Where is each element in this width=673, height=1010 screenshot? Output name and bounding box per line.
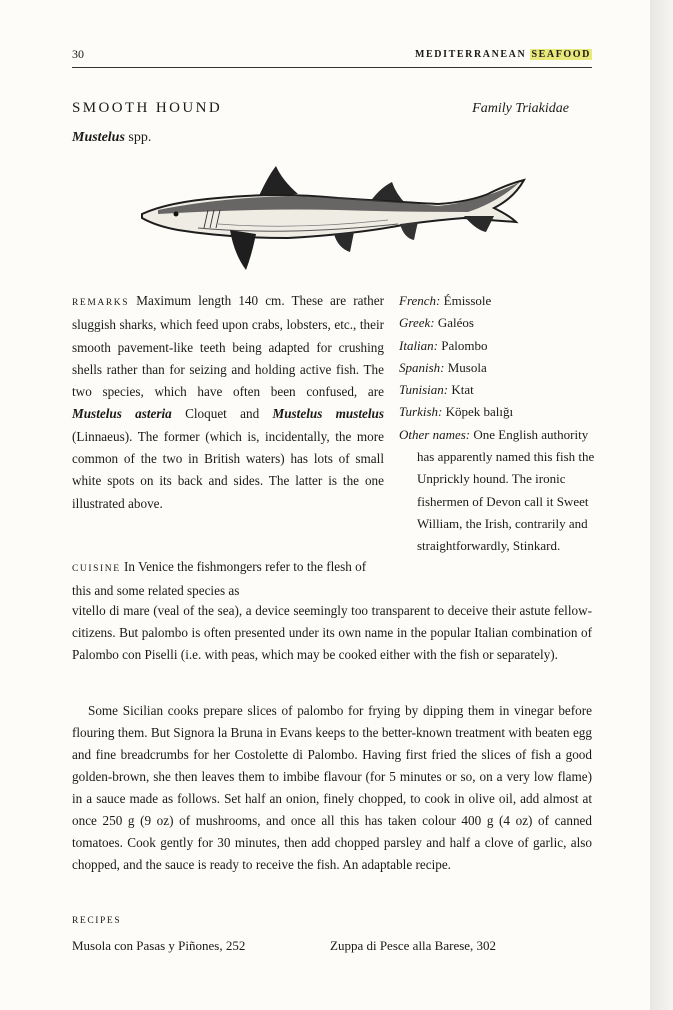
- species-suffix: spp.: [124, 130, 152, 145]
- remarks-text-3: (Linnaeus). The former (which is, incidentally, the more common of the two in British waters) has lots of small white spots on its back and sides. The latter is the one illustrated above.: [72, 428, 384, 511]
- vernacular-name: Musola: [447, 359, 487, 375]
- entry-title: SMOOTH HOUND: [72, 100, 223, 116]
- genus: Mustelus: [72, 130, 125, 145]
- name-row: [399, 401, 599, 423]
- cuisine-lead: [72, 556, 384, 602]
- page-edge: [650, 0, 673, 1010]
- remarks-text-2: Cloquet and: [171, 406, 273, 422]
- species-name-2: Mustelus mustelus: [272, 406, 384, 422]
- name-row: [399, 357, 599, 379]
- running-header: [72, 47, 592, 69]
- species-name-1: Mustelus asteria: [72, 406, 172, 422]
- language-label: Spanish:: [399, 359, 445, 375]
- name-row: [399, 379, 599, 401]
- remarks-text-1: Maximum length 140 cm. These are rather sluggish sharks, which feed upon crabs, lobsters, etc., their smooth pavement-like teeth being adapted for crushing shells rather than for seizing and holding active fish. The two species, which have often been confused, are: [72, 293, 384, 400]
- language-label: Tunisian:: [399, 382, 449, 398]
- remarks-paragraph: [72, 290, 384, 515]
- language-label: French:: [399, 293, 441, 308]
- cuisine-label: CUISINE: [72, 564, 121, 574]
- recipe-reference: Zuppa di Pesce alla Barese, 302: [330, 938, 497, 953]
- vernacular-name: Ktat: [451, 382, 474, 398]
- cuisine-paragraph-2: Some Sicilian cooks prepare slices of palombo for frying by dipping them in vinegar before flouring them. But Signora la Bruna in Evans keeps to the better-known treatment with beaten egg and fine breadcrumbs for her Costolette di Palombo. Having first fried the slices of fish a good golden-brown, she then leaves them to imbibe flavour (for 5 minutes or so, on a very low flame) in a sauce made as follows. Set half an onion, finely chopped, to cook in olive oil, add almost at once 250 g (9 oz) of mushrooms, and once all this has taken colour 400 g (4 oz) of canned tomatoes. Cook gently for 30 minutes, then add chopped parsley and half a clove of garlic, also chopped, and the sauce is ready to receive the fish. An adaptable recipe.: [72, 703, 592, 872]
- running-title-part1: MEDITERRANEAN: [414, 49, 527, 60]
- language-label: Italian:: [399, 337, 438, 353]
- other-names-label: Other names:: [399, 426, 471, 442]
- cuisine-lead-text: In Venice the fishmongers refer to the flesh of this and some related species as: [72, 559, 367, 598]
- other-names: [399, 424, 599, 558]
- language-label: Turkish:: [399, 404, 443, 420]
- vernacular-name: Palombo: [441, 337, 488, 353]
- cuisine-paragraph: vitello di mare (veal of the sea), a device seemingly too transparent to deceive their astute fellow-citizens. But palombo is often presented under its own name in the popular Italian combination of Palombo con Piselli (i.e. with peas, which may be cooked either with the fish or separately).: [72, 603, 592, 662]
- language-label: Greek:: [399, 315, 435, 331]
- vernacular-name: Émissole: [443, 293, 492, 308]
- shark-illustration-icon: [138, 158, 530, 276]
- other-names-text: One English authority has apparently named this fish the Unprickly hound. The ironic fishermen of Devon call it Sweet William, the Irish, contrarily and straightforwardly, Stinkard.: [417, 426, 595, 554]
- running-title-highlighted: SEAFOOD: [531, 49, 591, 60]
- header-rule: [72, 67, 592, 68]
- vernacular-name: Köpek balığı: [445, 404, 514, 420]
- remarks-label: REMARKS: [72, 298, 130, 308]
- page-number: 30: [72, 47, 84, 61]
- vernacular-name: Galéos: [437, 315, 474, 331]
- scientific-name: [72, 130, 151, 146]
- running-title: [415, 49, 592, 60]
- name-row: [399, 335, 599, 357]
- recipe-reference: Musola con Pasas y Piñones, 252: [72, 938, 246, 953]
- name-row: [399, 312, 599, 334]
- recipes-label: RECIPES: [72, 916, 122, 926]
- vernacular-names: [399, 290, 599, 558]
- family-name: Family Triakidae: [472, 101, 569, 116]
- name-row: [399, 290, 599, 312]
